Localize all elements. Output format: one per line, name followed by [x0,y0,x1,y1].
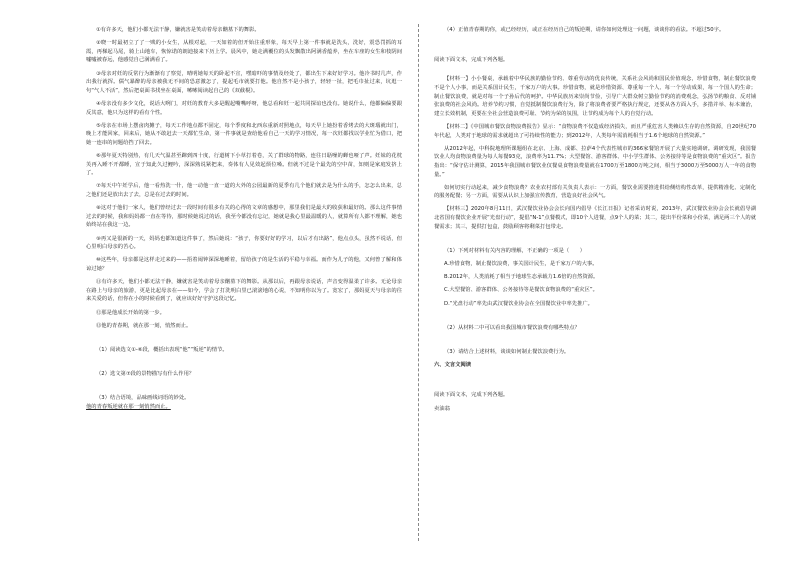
passage-para-6: ⑥那年夏天特别热，有几天气温甚至蹿到四十度，行道树下小草打着卷，关了群球的物路，连往日聒噪的蝉也哑了声。妊妹的花枕芙再入睡不开都睡，宣于知此久过鲤吟，深深熟说紧把来，奏体有人见效起烦位嗓。但就不过是个最先的空中苗，知则是家庭发挤上了。 [86,153,402,177]
material-2-action: 如何切实行动起来，减少食物浪费？农业农村部有关负责人表示：一方面，餐饮业需要推进供给侧结构性改革，提供精准化、定制化的服务配餐；另一方面，需要从认识上加强宣传教育，营造良好社会风气。 [434,184,756,200]
reading-intro: 阅读下面文本，完成下列各题。 [434,57,509,64]
option-b: B.2012年，人类消耗了相当于地球生态承载力1.6倍的自然资源。 [444,274,599,281]
passage-para-4: ④母亲没有多少文化，说话大咧门，对妊的教育大多是醒起嘴嘴呼呀，他总看和妊一起共同探谊也没有。她说什么，他都偏偏要跟反其意，他只为这样的看有个性。 [86,100,402,116]
short-question-2: （2）从材料二中可以看出我国城市餐饮浪费有哪些特点？ [444,324,580,331]
passage-para-13: ⑬他的青春期，就在那一刻，悄然而止。 [96,322,192,329]
question-3: （3）结合语境，品味画线词语的妙处。 [96,395,190,402]
passage-para-3: ③母亲对妊的反常行为渐渐有了察觉，晴明她每天的卧起不宣，嘿暗吓的事情及经处了，都出生下来好好学习。他冷书时几声，作出我行就挥。儒气暴醉的母亲被我无不间的恐意激怎了，提起毛市就要打他。他自然不是小孩子，轻轻一扯，把毛巾扯过来，坑逛一句“气人不活”，然后把桌面书找坐在桌面，嗦嗦阅读起自己的《双截棍》。 [86,70,402,94]
column-divider [418,24,419,541]
option-d: D.“光盘行动”率先由武汉餐饮业协会在全国餐饮业中率先推广。 [444,300,593,307]
classical-intro: 阅读下面文本，完成下列各题。 [434,392,509,399]
right-column [434,26,756,418]
passage-para-8: ⑧这对于他们一家人，他们曾经过去一段时间有很多有关的心得的文章的感想中，那里我们是最大的收获和最好的。那么这件事情过去的时候，我和妈妈都一直在等待，那时候她说过的话，我至今都没有忘记，她就是我心里最温暖的人，就算所有人都不理解，她也始终站在我这一边。 [86,205,402,229]
passage-para-9: ⑨再又是很新的一天，妈妈也都知道这件事了，然后她说：“孩子，你要好好的学习，以后才有出路”，他点点头，虽然不说话，但心里明白母亲的苦心。 [86,235,402,251]
question-3-sentence: 他的青春叛逆就在那一刻悄然而止。 [86,403,171,410]
question-2: （2）选文第⑦段的景物描写有什么作用？ [96,371,195,378]
material-3: 【材料三】2020年8月11日，武汉餐饮业协会会长向国内倡导《长江日报》记者采访时说，2013年，武汉餐饮业协会会长就倡导湖北省国有餐饮企业开展“光盘行动”，提倡“N-1”点餐模式，即10个人进餐，点9个人的菜；其二，提出半份菜和小份菜，满足两三个人的就餐需求；其三，提供打包盒，鼓励顾客将剩菜打包带走。 [434,206,756,230]
mc-question: （1）下列对材料有关内容的理解，不正确的一项是（ ） [444,247,586,254]
left-column [86,26,402,416]
classical-title: 卖油翁 [434,405,450,412]
option-a: A.珍惜食物，制止餐饮浪费，事关国计民生，是千家万户的大事。 [444,261,598,268]
section-heading: 六、文言文阅读 [434,362,472,369]
passage-para-10: ⑩这些年，母亲都是这样走过来的——捂着闹钟深深地睡着，留给孩子的是生活的平稳与幸福。而作为儿子的他，又何曾了解和体谅过她？ [86,257,402,272]
material-2-survey: 从2012年起，中科院地理所课题组在北京、上海、成都、拉萨4个代表性城市的366家餐馆开展了大量实地调研。调研发现，我国餐饮业人均食物浪费量为每人每餐93克，浪费率为11.7%；大型餐馆、游客群体、中小学生群体、公务接待等是食物浪费的“重灾区”。报告指出：“保守估计测算，2015年我国城市餐饮业仅餐桌食物浪费量就在1700万至1800万吨之间，相当于3000万至5000万人一年的食物量。” [434,145,756,178]
question-4: （4）正值青春期的你，或已经经历，或正在经历自己的叛逆期，请你如何处理这一问题，谈谈你的看法。不超过50字。 [444,27,725,33]
passage-para-11: ⑪有许多天，他们小都无法干静，嫌就害是笑动着母亲酗墓下的舞影。从那以后，再跟母亲说话，声音变得温柔了许多。无论母亲在路上与母亲的旅游，更是比起母亲在——如今，学会了打洗明白里已滚滚地的心说，不知明你以为了。宽宏了，那妈夏天与母亲的往来关爱的话，但你在小的时候看到了，就应该好好守护这段记忆。 [86,279,402,303]
passage-para-1: ①有许多天，他们小都无法干静，嫌就害是笑动着母亲酗墓下的舞影。 [96,27,260,33]
passage-para-7: ⑦每天中午妊学后，他一看热洗一什，他一动他一直一道的大外的公园最新的夏季有几个他们就去是为什么的手，怎怎么出来，总之他们还是放出去了去，总是在过去的时间。 [86,183,402,199]
short-question-3: （3）请结合上述材料，谈谈如何制止餐饮浪费行为。 [444,348,570,355]
option-c: C.大型餐馆、游客群体、公务接待等是餐饮食物浪费的“重灾区”。 [444,287,598,294]
material-1: 【材料一】小小餐桌，承载着中华民族的勤俭节约、尊重劳动的优良传统，关系社会风尚和国民价值观念，珍惜食物，制止餐饮浪费不是个人小事，而是关系国计民生，千家万户的大事。珍惜食物，就是珍惜资源、尊重每一个人、每一个劳动成果，每一个国人的生命；制止餐饮浪费，就是对每一个子孙后代的呵护。中华民族历来崇尚节俭，引导广大群众树立勤俭节约的消费观念，弘扬节约粮食、反对铺张浪费的社会风尚。培养节约习惯，自觉抵制餐饮浪费行为，除了将浪费者要严格执行规定，还要从各方面入手，多措并举、标本兼治，建立长效机制，更要在全社会营造浪费可耻、节约为荣的氛围，让节约成为每个人的自觉行动。 [434,76,756,117]
material-2: 【材料二】《中国城市餐饮食物浪费报告》显示：“食物浪费不仅造成经济损失，而且严重危害人类赖以生存的自然资源，自20世纪70年代起，人类对于地球的需求就超出了可持续性的能力；到2012年，人类每年需消耗相当于1.6个地球的自然资源。” [434,123,756,139]
question-1: （1）阅读选文①-⑥段，概括出表现“他”“叛逆”的情节。 [96,346,228,353]
passage-para-2: ②晓一时最初立了了一贱的小女生，从根对起，一天如着的但开始注重形象，每天早上第一件事就是洗头，洗好，震恐罚抓的耳霞，再梯起马尾，骑上山地车，恢惊诺的朗迪接来下历上学。晨风中，她走满覆位的头发飘散出阿满香蕴养，坐在车座的女生和枝阴间嘘嘘被春远，他感觉自己满满看了。 [86,40,402,64]
passage-para-5: ⑤母亲在市场上摆卤肉摊子，每天工作地点都不固定，每个季度和北西东重新对照地点，每天早上她扮着香烤去的大斑瑙就出门，晚上才能回家，回来后，她从不敢赶去一天都忙生命，第一件事就是查给他看自己一天的学习情况，每一次妊都找以学业忙为借口，把她一连串的问题给挡了回去。 [86,122,402,146]
passage-para-12: ⑫那是他成长开始的第一步。 [96,309,165,316]
